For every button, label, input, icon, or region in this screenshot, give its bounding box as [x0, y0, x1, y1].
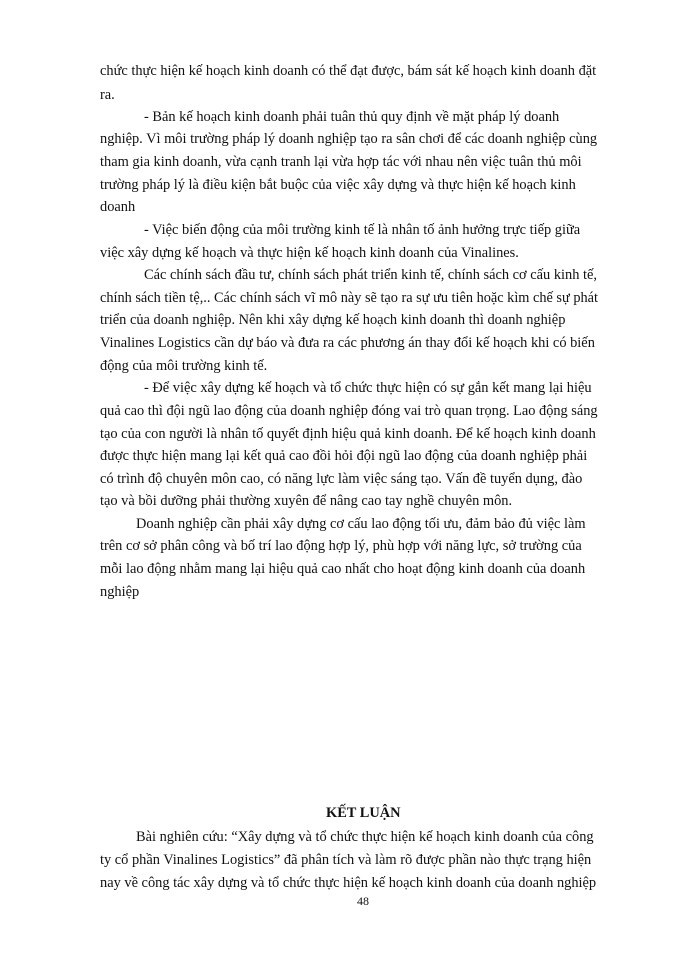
body-text-line: quả cao thì đội ngũ lao động của doanh nghiệp đóng vai trò quan trọng. Lao động sáng [100, 403, 598, 419]
body-text-line: tạo của con người là nhân tố quyết định hiệu quả kinh doanh. Để kế hoạch kinh doanh [100, 426, 596, 442]
body-text-line: trường pháp lý là điều kiện bắt buộc của việc xây dựng và thực hiện kế hoạch kinh [100, 177, 576, 193]
body-text-line: Vinalines Logistics cần dự báo và đưa ra các phương án thay đổi kế hoạch khi có biến [100, 335, 595, 351]
body-text-line: được thực hiện mang lại kết quả cao đồi hỏi đội ngũ lao động của doanh nghiệp phải [100, 448, 588, 464]
body-text-line: có trình độ chuyên môn cao, có năng lực làm việc sáng tạo. Vấn đề tuyển dụng, đào [100, 471, 583, 487]
body-text-line: triển của doanh nghiệp. Nên khi xây dựng kế hoạch kinh doanh thì doanh nghiệp [100, 312, 566, 328]
conclusion-heading: KẾT LUẬN [326, 805, 401, 821]
body-text-line: ra. [100, 87, 115, 103]
body-text-line: động của môi trường kinh tế. [100, 358, 268, 374]
paragraph-first-line: Các chính sách đầu tư, chính sách phát triển kinh tế, chính sách cơ cấu kinh tế, [144, 267, 597, 283]
conclusion-line: nay về công tác xây dựng và tổ chức thực hiện kế hoạch kinh doanh của doanh nghiệp [100, 875, 597, 891]
bullet-line: - Việc biến động của môi trường kinh tế là nhân tố ảnh hưởng trực tiếp giữa [144, 222, 581, 238]
paragraph-first-line: Doanh nghiệp cần phải xây dựng cơ cấu lao động tối ưu, đảm bảo đủ việc làm [136, 516, 586, 532]
page-number: 48 [357, 894, 369, 908]
conclusion-line: Bài nghiên cứu: “Xây dựng và tổ chức thực hiện kế hoạch kinh doanh của công [136, 829, 594, 845]
bullet-line: - Bản kế hoạch kinh doanh phải tuân thủ quy định về mặt pháp lý doanh [144, 109, 560, 125]
body-text-line: nghiệp. Vì môi trường pháp lý doanh nghiệp tạo ra sân chơi để các doanh nghiệp cùng [100, 131, 598, 147]
body-text-line: trên cơ sở phân công và bố trí lao động hợp lý, phù hợp với năng lực, sở trường của [100, 538, 582, 554]
body-text-line: chính sách tiền tệ,.. Các chính sách vĩ mô này sẽ tạo ra sự ưu tiên hoặc kìm chế sự phát [100, 290, 598, 306]
conclusion-line: ty cổ phần Vinalines Logistics” đã phân tích và làm rõ được phần nào thực trạng hiện [100, 852, 592, 868]
bullet-line: - Để việc xây dựng kế hoạch và tổ chức thực hiện có sự gắn kết mang lại hiệu [144, 380, 592, 396]
body-text-line: doanh [100, 199, 136, 215]
body-text-line: nghiệp [100, 584, 140, 600]
body-text-line: chức thực hiện kế hoạch kinh doanh có thể đạt được, bám sát kế hoạch kinh doanh đặt [100, 63, 597, 79]
body-text-line: việc xây dựng kế hoạch và thực hiện kế hoạch kinh doanh của Vinalines. [100, 245, 519, 261]
body-text-line: mỗi lao động nhằm mang lại hiệu quả cao nhất cho hoạt động kinh doanh của doanh [100, 561, 586, 577]
body-text-line: tạo và bồi dưỡng phải thường xuyên để nâng cao tay nghề chuyên môn. [100, 493, 513, 509]
body-text-line: tham gia kinh doanh, vừa cạnh tranh lại vừa hợp tác với nhau nên việc tuân thủ môi [100, 154, 582, 170]
